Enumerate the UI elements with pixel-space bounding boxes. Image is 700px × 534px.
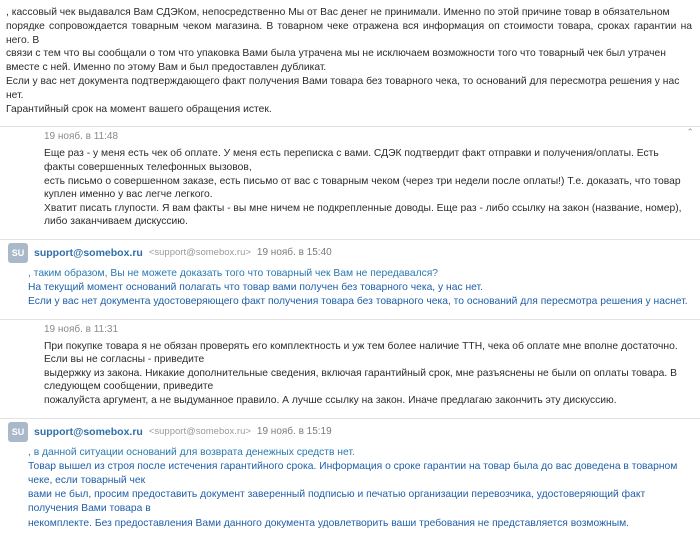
agent-message-2-body bbox=[0, 444, 700, 534]
agent-message-2-header bbox=[0, 419, 700, 444]
user-message-line: Еще раз - у меня есть чек об оплате. У меня есть переписка с вами. СДЭК подтвердит факт отправки и получения/оплаты. Есть факты совершенных телефонных вызовов, bbox=[44, 148, 659, 173]
agent-message-1-body bbox=[0, 265, 700, 313]
sender-email: <support@somebox.ru> bbox=[148, 247, 251, 259]
agent-message-line: Товар вышел из строя после истечения гарантийного срока. Информация о сроке гарантии на товар была до вас доведена в товарном чеке, если товарный чек bbox=[28, 460, 678, 486]
top-message-meta bbox=[0, 126, 700, 145]
user-message-1 bbox=[0, 145, 700, 233]
avatar: SU bbox=[8, 243, 28, 263]
agent-message-1-header bbox=[0, 240, 700, 265]
agent-message-line: некомплекте. Без предоставления Вами данного документа удовлетворить ваши требования не представляется возможным. bbox=[28, 517, 630, 529]
agent-message-line: , таким образом, Вы не можете доказать того что товарный чек Вам не передавался? bbox=[28, 267, 439, 279]
message-timestamp: 19 нояб. в 11:48 bbox=[44, 131, 119, 143]
top-message-line: порядке сопровождается товарным чеком магазина. В товарном чеке отражена вся информация оп стоимости товара, сроках гарантии на него. В bbox=[6, 20, 692, 46]
timestamp-row bbox=[0, 127, 700, 145]
top-message-line: Гарантийный срок на момент вашего обращения истек. bbox=[6, 103, 272, 115]
message-timestamp: 19 нояб. в 11:31 bbox=[44, 323, 119, 335]
top-message-line: вместе с ней. Именно по этому Вам и был предоставлен дубликат. bbox=[6, 62, 327, 74]
agent-message-line: вами не был, просим предоставить документ заверенный подписью и печатью организации перевозчика, удостоверяющий факт получения Вами товара в bbox=[28, 489, 646, 515]
user-message-line: выдержку из закона. Никакие дополнительные сведения, включая гарантийный срок, мне разъяснены не были оп оплаты товара. В следующем сообщении, приведите bbox=[44, 367, 677, 393]
top-message-line: Если у вас нет документа подтверждающего факт получения Вами товара без товарного чека, то оснований для пересмотра решения у нас нет. bbox=[6, 75, 680, 101]
user-message-line: есть письмо о совершенном заказе, есть письмо от вас с товарным чеком (через три недели после оплаты!) Т.е. доказать, что товар куплен именно у вас легче легкого. bbox=[44, 175, 681, 201]
sender-name[interactable]: support@somebox.ru bbox=[34, 425, 143, 438]
agent-message-line: Если у вас нет документа удостоверяющего факт получения товара без товарного чека, то оснований для пересмотра решения у наснет. bbox=[28, 296, 688, 308]
sender-email: <support@somebox.ru> bbox=[148, 426, 251, 438]
user-message-2 bbox=[0, 338, 700, 412]
timestamp-row bbox=[0, 320, 700, 338]
top-message-line: , кассовый чек выдавался Вам СДЭКом, непосредственно Мы от Вас денег не принимали. Именно по этой причине товар в обязательном bbox=[6, 7, 670, 18]
user-message-line: Хватит писать глупости. Я вам факты - вы мне ничем не подкрепленные доводы. Еще раз - либо ссылку на закон (название, номер), либо заканчиваем дискуссию. bbox=[44, 202, 682, 228]
user-message-line: При покупке товара я не обязан проверять его комплектность и уж тем более наличие ТТН, чека об оплате мне вполне достаточно. Если вы не согласны - приведите bbox=[44, 340, 678, 366]
agent-message-line: На текущий момент оснований полагать что товар вами получен без товарного чека, у нас нет. bbox=[28, 282, 483, 294]
user-message-line: пожалуйста аргумент, а не выдуманное правило. А лучше ссылку на закон. Иначе предлагаю закончить эту дискуссию. bbox=[44, 394, 617, 406]
sender-name[interactable]: support@somebox.ru bbox=[34, 246, 143, 259]
agent-message-line: , в данной ситуации оснований для возврата денежных средств нет. bbox=[28, 446, 355, 458]
top-message-body bbox=[0, 0, 700, 116]
collapse-icon[interactable]: ⌃ bbox=[686, 127, 694, 138]
message-timestamp: 19 нояб. в 15:19 bbox=[256, 426, 332, 438]
message-timestamp: 19 нояб. в 15:40 bbox=[256, 247, 332, 259]
avatar: SU bbox=[8, 422, 28, 442]
top-message-line: связи с тем что вы сообщали о том что упаковка Вами была утрачена мы не исключаем возможности того что товарный чек был утрачен bbox=[6, 48, 666, 60]
